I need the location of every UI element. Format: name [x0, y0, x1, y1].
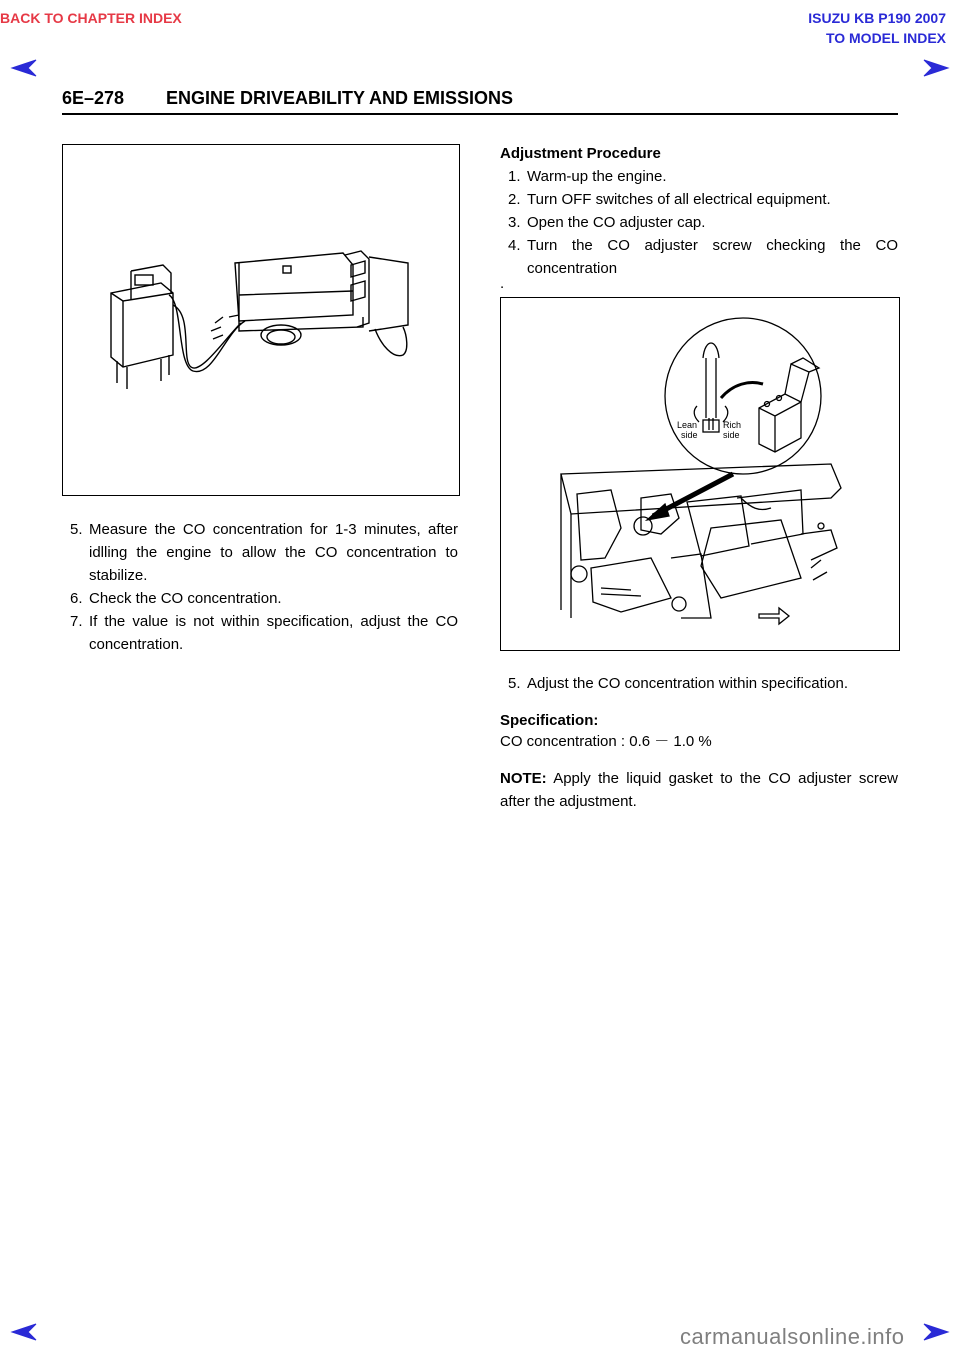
- specification-value: CO concentration : 0.6 － 1.0 %: [500, 733, 712, 750]
- step-5-adjust: [500, 672, 898, 695]
- previous-page-arrow-icon[interactable]: [10, 58, 38, 78]
- note-label: NOTE:: [500, 770, 547, 787]
- specification-heading: Specification:: [500, 712, 599, 729]
- list-item: 4. Turn the CO adjuster screw checking the CO concentration: [508, 237, 898, 277]
- model-title-link[interactable]: ISUZU KB P190 2007: [808, 10, 946, 26]
- rich-side-label: side: [723, 430, 740, 440]
- right-steps: [500, 165, 898, 280]
- list-item: 7. If the value is not within specification, adjust the CO concentration.: [70, 613, 458, 653]
- list-item: 2. Turn OFF switches of all electrical equipment.: [508, 191, 831, 208]
- list-item: 5. Adjust the CO concentration within specification.: [508, 675, 848, 692]
- adjustment-procedure-heading: Adjustment Procedure: [500, 145, 661, 162]
- next-page-bottom-arrow-icon[interactable]: [922, 1322, 950, 1342]
- co-tester-illustration: [63, 145, 459, 495]
- next-page-arrow-icon[interactable]: [922, 58, 950, 78]
- rich-label: Rich: [723, 420, 742, 430]
- list-item: 5. Measure the CO concentration for 1-3 minutes, after idlling the engine to allow the CO concentration to stabilize.: [70, 521, 458, 584]
- note-text: Apply the liquid gasket to the CO adjuster screw after the adjustment.: [500, 770, 898, 810]
- previous-page-bottom-arrow-icon[interactable]: [10, 1322, 38, 1342]
- stray-dot: .: [500, 275, 505, 292]
- lean-label: Lean: [677, 420, 698, 430]
- to-model-index-link[interactable]: TO MODEL INDEX: [825, 30, 946, 46]
- site-watermark: carmanualsonline.info: [680, 1324, 905, 1349]
- header-rule: [62, 113, 898, 115]
- list-item: 3. Open the CO adjuster cap.: [508, 214, 706, 231]
- co-adjuster-illustration: [501, 298, 899, 650]
- lean-side-label: side: [681, 430, 698, 440]
- list-item: 1. Warm-up the engine.: [508, 168, 667, 185]
- co-adjuster-figure: [500, 297, 900, 651]
- note-paragraph: [500, 767, 898, 813]
- back-to-chapter-index-link[interactable]: BACK TO CHAPTER INDEX: [0, 10, 182, 26]
- list-item: 6. Check the CO concentration.: [70, 590, 282, 607]
- co-tester-figure: [62, 144, 460, 496]
- page-title: ENGINE DRIVEABILITY AND EMISSIONS: [166, 88, 514, 108]
- left-steps: [62, 518, 458, 656]
- page-number: 6E–278: [62, 88, 125, 108]
